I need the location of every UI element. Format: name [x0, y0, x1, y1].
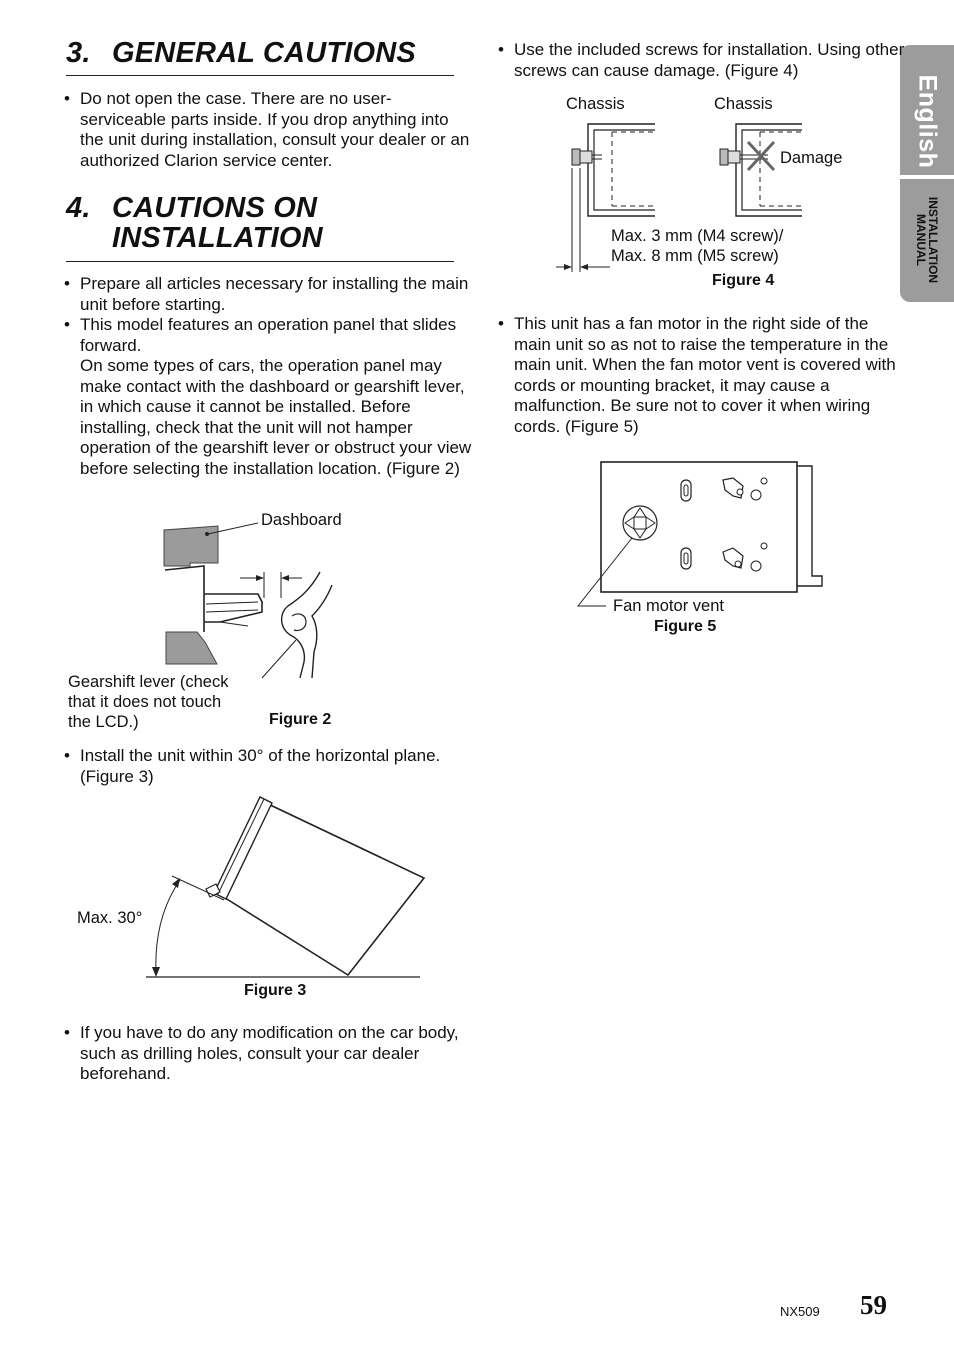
fig5-vent-label: Fan motor vent: [613, 597, 724, 615]
install-bullet-4: • If you have to do any modification on the car body, such as drilling holes, consult your car dealer beforehand.: [64, 1023, 472, 1085]
section-4-number: 4.: [66, 192, 91, 224]
section-3-title: GENERAL CAUTIONS: [112, 37, 416, 69]
install-bullet-3: • Install the unit within 30° of the horizontal plane. (Figure 3): [64, 746, 472, 787]
language-label: English: [913, 74, 942, 168]
fig3-angle-label: Max. 30°: [77, 909, 143, 927]
install-bullet-2-text: This model features an operation panel that slides forward.: [80, 315, 457, 355]
fig4-max-label: Max. 3 mm (M4 screw)/ Max. 8 mm (M5 screw): [611, 227, 784, 265]
install-bullet-2-continuation: On some types of cars, the operation panel may make contact with the dashboard or gearshift lever, in which cause it cannot be installed. Before installing, check that the unit will not hamper operation of the gearshift lever or obstruct your view before selecting the installation location. (Figure 2): [80, 356, 472, 478]
figure-2-title: Figure 2: [269, 711, 332, 728]
fig4-damage-label: Damage: [780, 149, 843, 167]
right-bullet-2: • This unit has a fan motor in the right side of the main unit so as not to raise the temperature in the main unit. When the fan motor vent is covered with cords or mounting bracket, it may cause a malfunction. Be sure not to cover it when wiring cords. (Figure 5): [498, 314, 906, 437]
section-4-title-line1: CAUTIONS ON: [112, 192, 318, 224]
fig2-dashboard-label: Dashboard: [261, 511, 342, 529]
section-4-title-line2: INSTALLATION: [112, 222, 323, 254]
fig4-chassis-right-label: Chassis: [714, 95, 773, 113]
general-bullet-1: • Do not open the case. There are no user-serviceable parts inside. If you drop anything into the unit during installation, consult your dealer or an authorized Clarion service center.: [64, 89, 472, 171]
install-bullet-2: • This model features an operation panel that slides forward. On some types of cars, the operation panel may make contact with the dashboard or gearshift lever, in which cause it cannot be installed. Before installing, check that the unit will not hamper operation of the gearshift lever or obstruct your view before selecting the installation location. (Figure 2): [64, 315, 472, 478]
general-bullet-1-text: Do not open the case. There are no user-serviceable parts inside. If you drop anything into the unit during installation, consult your dealer or an authorized Clarion service center.: [80, 89, 470, 170]
install-bullet-1: • Prepare all articles necessary for installing the main unit before starting.: [64, 274, 472, 315]
install-bullet-3-text: Install the unit within 30° of the horizontal plane. (Figure 3): [80, 746, 441, 786]
install-bullet-4-text: If you have to do any modification on the car body, such as drilling holes, consult your car dealer beforehand.: [80, 1023, 459, 1083]
manual-label: INSTALLATION MANUAL: [914, 196, 940, 284]
figure-4-title: Figure 4: [712, 272, 775, 289]
section-3-number: 3.: [66, 37, 91, 69]
install-bullet-1-text: Prepare all articles necessary for installing the main unit before starting.: [80, 274, 469, 314]
page-number: 59: [860, 1290, 887, 1320]
figure-5-title: Figure 5: [654, 618, 717, 635]
model-number: NX509: [780, 1304, 820, 1319]
right-bullet-2-text: This unit has a fan motor in the right side of the main unit so as not to raise the temperature in the main unit. When the fan motor vent is covered with cords or mounting bracket, it may cause a malfunction. Be sure not to cover it when wiring cords. (Figure 5): [514, 314, 896, 436]
fig2-gearshift-label: Gearshift lever (check that it does not touch the LCD.): [68, 673, 229, 731]
right-bullet-1-text: Use the included screws for installation. Using other screws can cause damage. (Figure 4): [514, 40, 905, 80]
right-bullet-1: • Use the included screws for installation. Using other screws can cause damage. (Figure 4): [498, 40, 905, 80]
figure-3-title: Figure 3: [244, 982, 307, 999]
fig4-chassis-left-label: Chassis: [566, 95, 625, 113]
